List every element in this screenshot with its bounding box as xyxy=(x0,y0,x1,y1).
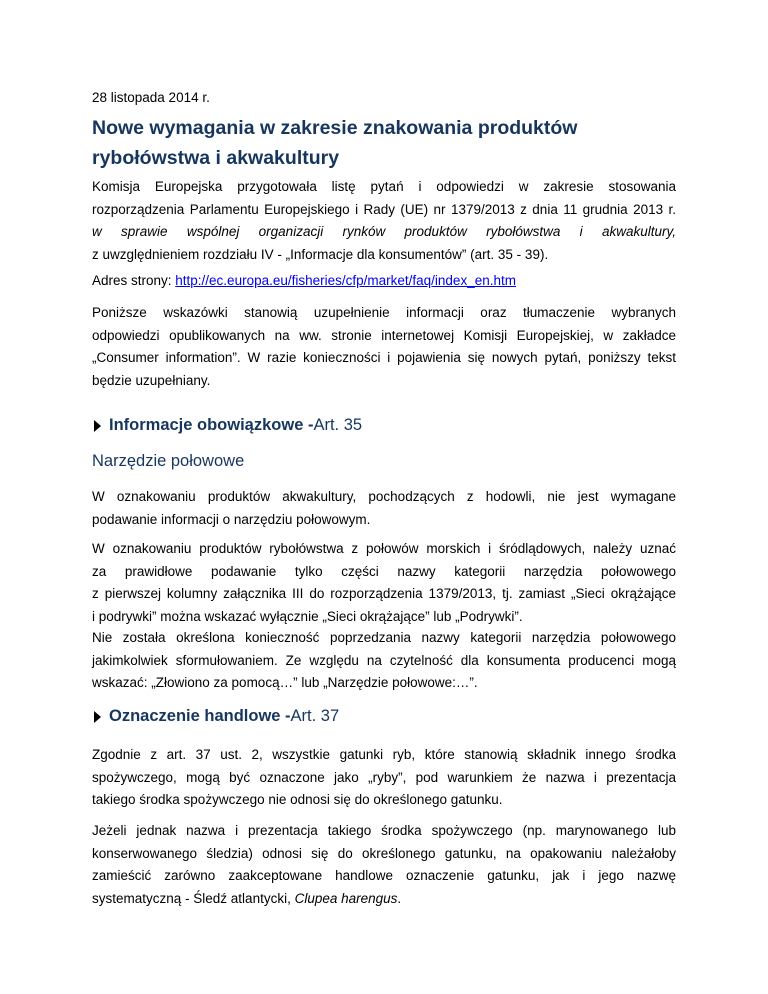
paragraph-line: spożywczego, mogą być oznaczone jako „ryby”, pod warunkiem że nazwa i prezentacja xyxy=(92,769,676,785)
paragraph-line: zamieścić zarówno zaakceptowane handlowe oznaczenie gatunku, jak i jego nazwę xyxy=(92,868,676,883)
triangle-right-icon xyxy=(94,420,101,432)
paragraph-line: jakimkolwiek sformułowaniem. Ze względu na czytelność dla konsumenta producenci mogą xyxy=(92,652,676,668)
paragraph-line: wskazać: „Złowiono za pomocą…” lub „Narzędzie połowowe:…”. xyxy=(92,675,478,690)
paragraph-line xyxy=(92,888,676,911)
section-heading-article: Art. 35 xyxy=(313,416,363,434)
document-date: 28 listopada 2014 r. xyxy=(92,90,210,105)
fishing-gear-paragraph-1 xyxy=(92,486,676,531)
trade-name-paragraph-1 xyxy=(92,744,676,812)
paragraph-line: W oznakowaniu produktów rybołówstwa z połowów morskich i śródlądowych, należy uznać xyxy=(92,541,676,556)
note-paragraph xyxy=(92,302,676,392)
triangle-right-icon xyxy=(94,711,101,723)
paragraph-line: Nie została określona konieczność poprzedzania nazwy kategorii narzędzia połowowego xyxy=(92,630,676,645)
intro-line: Komisja Europejska przygotowała listę pytań i odpowiedzi w zakresie stosowania xyxy=(92,179,676,194)
fishing-gear-paragraph-3 xyxy=(92,627,676,695)
section-heading-trade-name xyxy=(92,707,339,726)
paragraph-line: podawanie informacji o narzędziu połowowym. xyxy=(92,511,371,527)
intro-line: z uwzględnieniem rozdziału IV - „Informacje dla konsumentów” (art. 35 - 39). xyxy=(92,246,549,262)
note-line: „Consumer information”. W razie konieczności i pojawienia się nowych pytań, poniższy tekst xyxy=(92,350,676,365)
document-title: Nowe wymagania w zakresie znakowania produktów rybołówstwa i akwakultury xyxy=(92,117,578,169)
fishing-gear-paragraph-2 xyxy=(92,538,676,628)
species-latin-name: Clupea harengus xyxy=(294,890,398,906)
section-heading-article: Art. 37 xyxy=(290,707,340,725)
intro-paragraph xyxy=(92,176,676,266)
paragraph-line: W oznakowaniu produktów akwakultury, pochodzących z hodowli, nie jest wymagane xyxy=(92,489,676,504)
intro-line: rozporządzenia Parlamentu Europejskiego i Rady (UE) nr 1379/2013 z dnia 11 grudnia 2013 r. xyxy=(92,201,676,217)
subsection-heading-fishing-gear: Narzędzie połowowe xyxy=(92,452,245,470)
address-paragraph xyxy=(92,270,676,293)
section-heading-bold: Informacje obowiązkowe - xyxy=(109,416,314,434)
faq-link[interactable]: http://ec.europa.eu/fisheries/cfp/market/faq/index_en.htm xyxy=(175,273,516,288)
paragraph-line: z pierwszej kolumny załącznika III do rozporządzenia 1379/2013, tj. zamiast „Sieci okrążające xyxy=(92,586,676,601)
intro-line: w sprawie wspólnej organizacji rynków produktów rybołówstwa i akwakultury, xyxy=(92,224,676,239)
paragraph-line: i podrywki” można wskazać wyłącznie „Sieci okrążające” lub „Podrywki”. xyxy=(92,608,523,624)
section-heading-mandatory-info xyxy=(92,416,362,435)
address-label: Adres strony: xyxy=(92,273,176,288)
paragraph-line: konserwowanego śledzia) odnosi się do określonego gatunku, na opakowaniu należałoby xyxy=(92,845,676,861)
note-line: Poniższe wskazówki stanowią uzupełnienie informacji oraz tłumaczenie wybranych xyxy=(92,305,676,320)
paragraph-line: takiego środka spożywczego nie odnosi się do określonego gatunku. xyxy=(92,792,503,807)
paragraph-line: Jeżeli jednak nazwa i prezentacja takiego środka spożywczego (np. marynowanego lub xyxy=(92,823,676,838)
note-line: odpowiedzi opublikowanych na ww. stronie internetowej Komisji Europejskiej, w zakładce xyxy=(92,327,676,343)
section-heading-bold: Oznaczenie handlowe - xyxy=(109,707,291,725)
paragraph-line: Zgodnie z art. 37 ust. 2, wszystkie gatunki ryb, które stanowią składnik innego środka xyxy=(92,747,676,762)
sentence-end: . xyxy=(397,890,402,906)
species-common-name: systematyczną - Śledź atlantycki, xyxy=(92,890,295,906)
paragraph-line: za prawidłowe podawanie tylko części nazwy kategorii narzędzia połowowego xyxy=(92,563,676,579)
note-line: będzie uzupełniany. xyxy=(92,372,211,388)
trade-name-paragraph-2 xyxy=(92,820,676,910)
